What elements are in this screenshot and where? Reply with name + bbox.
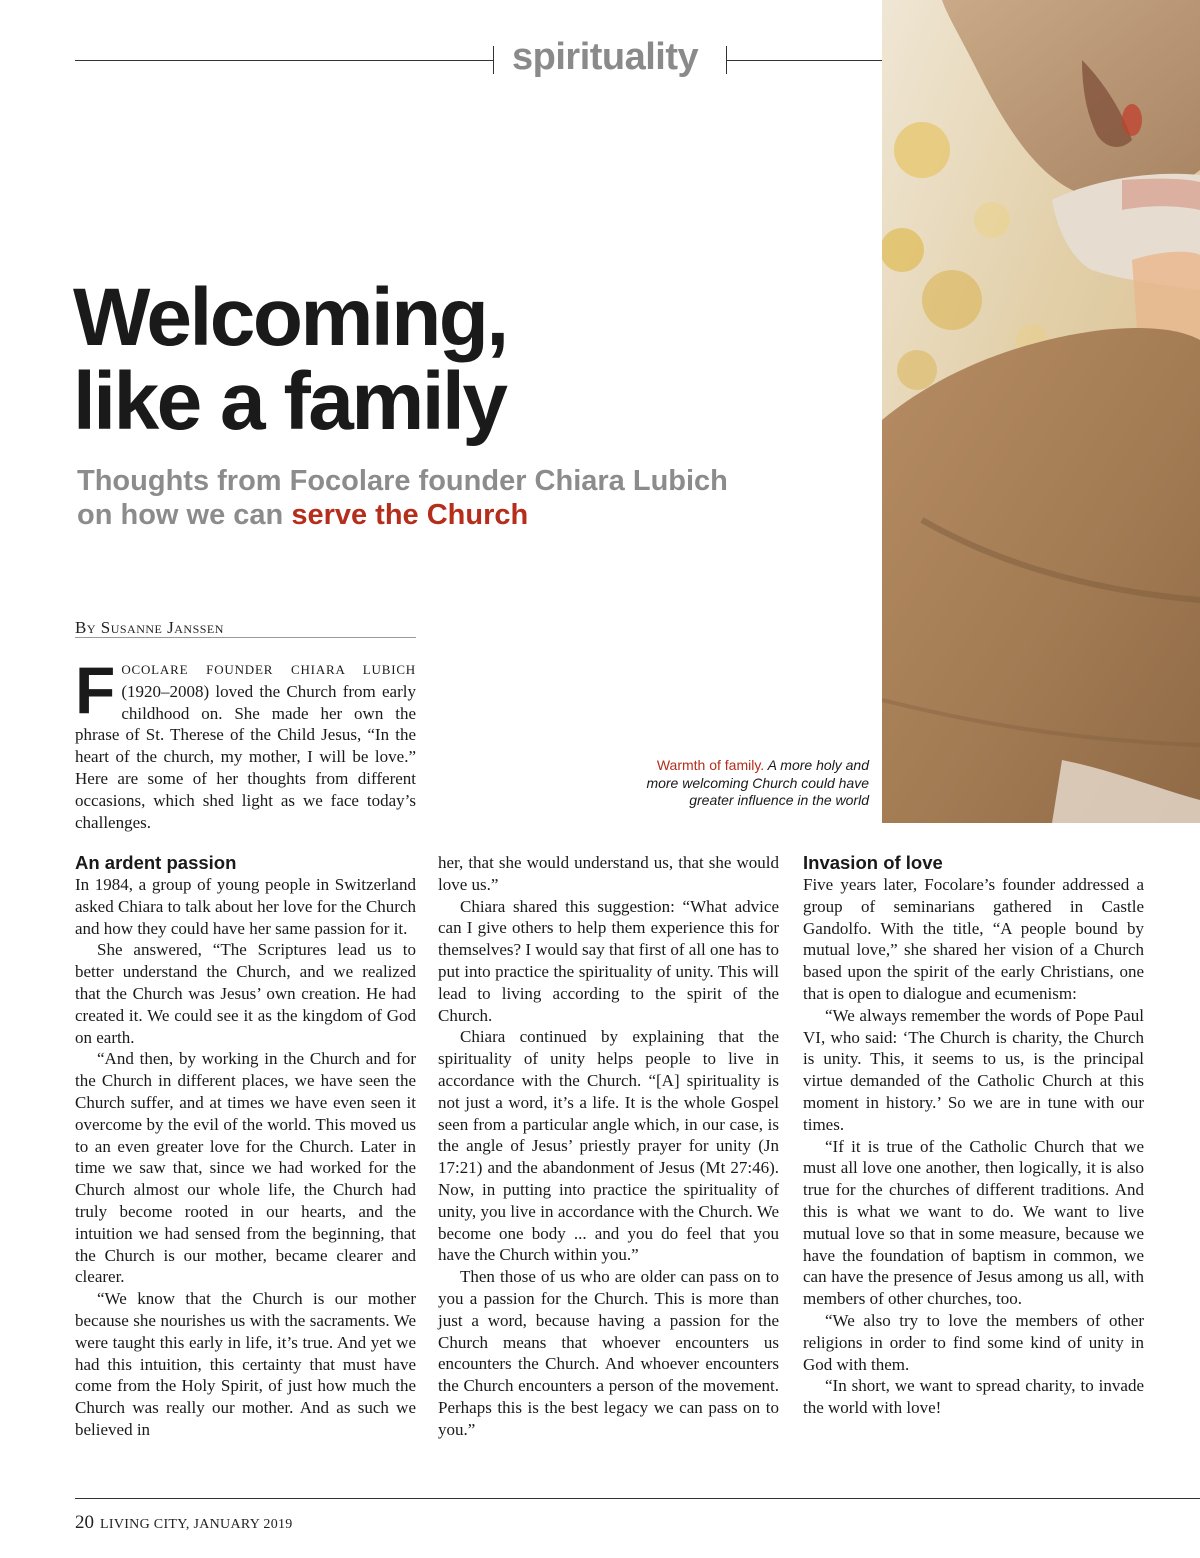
paragraph: Chiara continued by explaining that the spirituality of unity helps people to live in accordance with the Church. “[A] spirituality is not just a word, it’s a life. It is the whole Gospel seen from a particular angle which, in our case, is the angle of Jesus’ priestly prayer for unity (Jn 17:21) and the abandonment of Jesus (Mt 27:46). Now, in putting into practice the spirituality of unity, you live in accordance with the Church. We become one body ... and you do feel that you have the Church within you.” bbox=[438, 1027, 779, 1265]
intro-smallcaps: OCOLARE FOUNDER CHIARA LUBICH bbox=[121, 662, 416, 677]
intro-text: (1920–2008) loved the Church from early childhood on. She made her own the phrase of St. Therese of the Child Jesus, “In the heart of the church, my mother, I will be love.” Here are some of her thoughts from different occasions, which shed light as we face today’s challenges. bbox=[75, 681, 416, 832]
paragraph: Then those of us who are older can pass on to you a passion for the Church. This is more than just a word, because having a passion for the Church means that whoever encounters us encounters the Church. And whoever encounters the Church encounters a person of the movement. Perhaps this is the best legacy we can pass on to you.” bbox=[438, 1267, 779, 1439]
section-label: spirituality bbox=[512, 36, 699, 78]
heading-invasion-of-love: Invasion of love bbox=[803, 852, 943, 873]
header-rule-right bbox=[726, 60, 882, 61]
paragraph: “We always remember the words of Pope Paul VI, who said: ‘The Church is charity, the Church is unity. This, it seems to us, is the principal virtue demanded of the Catholic Church at this moment in history.’ So we are in tune with our times. bbox=[803, 1005, 1144, 1134]
column-1 bbox=[75, 852, 416, 1441]
caption-text: A more holy and more welcoming Church could have greater influence in the world bbox=[646, 757, 869, 808]
page-number: 20 bbox=[75, 1512, 94, 1533]
paragraph: “In short, we want to spread charity, to invade the world with love! bbox=[803, 1376, 1144, 1418]
intro-paragraph bbox=[75, 653, 416, 833]
paragraph: her, that she would understand us, that she would love us.” bbox=[438, 853, 779, 894]
publication-line: LIVING CITY, JANUARY 2019 bbox=[100, 1517, 293, 1532]
header-rule-left bbox=[75, 60, 493, 61]
heading-ardent-passion: An ardent passion bbox=[75, 852, 237, 873]
byline: By Susanne Janssen bbox=[75, 618, 224, 637]
title-line-2: like a family bbox=[73, 356, 506, 447]
paragraph: “If it is true of the Catholic Church that we must all love one another, then logically, it is also true for the churches of different traditions. And this is what we want to do. We want to live mutual love so that in some measure, because we have the foundation of baptism in common, we can have the presence of Jesus among us all, with members of other churches, too. bbox=[803, 1136, 1144, 1309]
folio bbox=[75, 1512, 293, 1534]
paragraph: “And then, by working in the Church and for the Church in different places, we have seen the Church suffer, and at times we have even seen it overcome by the evil of the world. This moved us to an even greater love for the Church. Later in time we saw that, since we had worked for the Church almost our whole life, the Church had truly become rooted in our hearts, and the intuition we had sensed from the beginning, that the Church is our mother, became clearer and clearer. bbox=[75, 1049, 416, 1287]
column-3 bbox=[803, 852, 1144, 1419]
subtitle-text: Thoughts from Focolare founder Chiara Lubich on how we can bbox=[77, 465, 728, 531]
paragraph: She answered, “The Scriptures lead us to better understand the Church, and we realized that the Church was Jesus’ own creation. He had created it. We could see it as the kingdom of God on earth. bbox=[75, 940, 416, 1047]
header-tick-left bbox=[493, 46, 494, 74]
caption-lead: Warmth of family. bbox=[656, 757, 765, 773]
title-line-1: Welcoming, bbox=[73, 272, 507, 363]
paragraph: In 1984, a group of young people in Switzerland asked Chiara to talk about her love for the Church and how they could have her same passion for it. bbox=[75, 875, 416, 938]
drop-cap: F bbox=[75, 653, 116, 727]
hero-photo bbox=[882, 0, 1200, 823]
article-subtitle bbox=[77, 464, 757, 532]
paragraph: Five years later, Focolare’s founder addressed a group of seminarians gathered in Castle Gandolfo. With the title, “A people bound by mutual love,” she shared her vision of a Church based upon the spirit of the early Christians, one that is open to dialogue and ecumenism: bbox=[803, 875, 1144, 1003]
subtitle-accent: serve the Church bbox=[291, 499, 529, 531]
paragraph: “We also try to love the members of other religions in order to find some kind of unity in God with them. bbox=[803, 1310, 1144, 1374]
paragraph: Chiara shared this suggestion: “What advice can I give others to help them experience this for themselves? I would say that first of all one has to put into practice the spirituality of unity. This will lead to living according to the spirit of the Church. bbox=[438, 896, 779, 1025]
column-2 bbox=[438, 852, 779, 1441]
photo-caption bbox=[640, 757, 869, 810]
paragraph: “We know that the Church is our mother because she nourishes us with the sacraments. We were taught this early in life, it’s true. And yet we had this intuition, this certainty that must have come from the Holy Spirit, of just how much the Church was really our mother. And as such we believed in bbox=[75, 1289, 416, 1439]
footer-rule bbox=[75, 1498, 1200, 1499]
article-title bbox=[73, 272, 693, 447]
byline-rule bbox=[75, 637, 416, 638]
